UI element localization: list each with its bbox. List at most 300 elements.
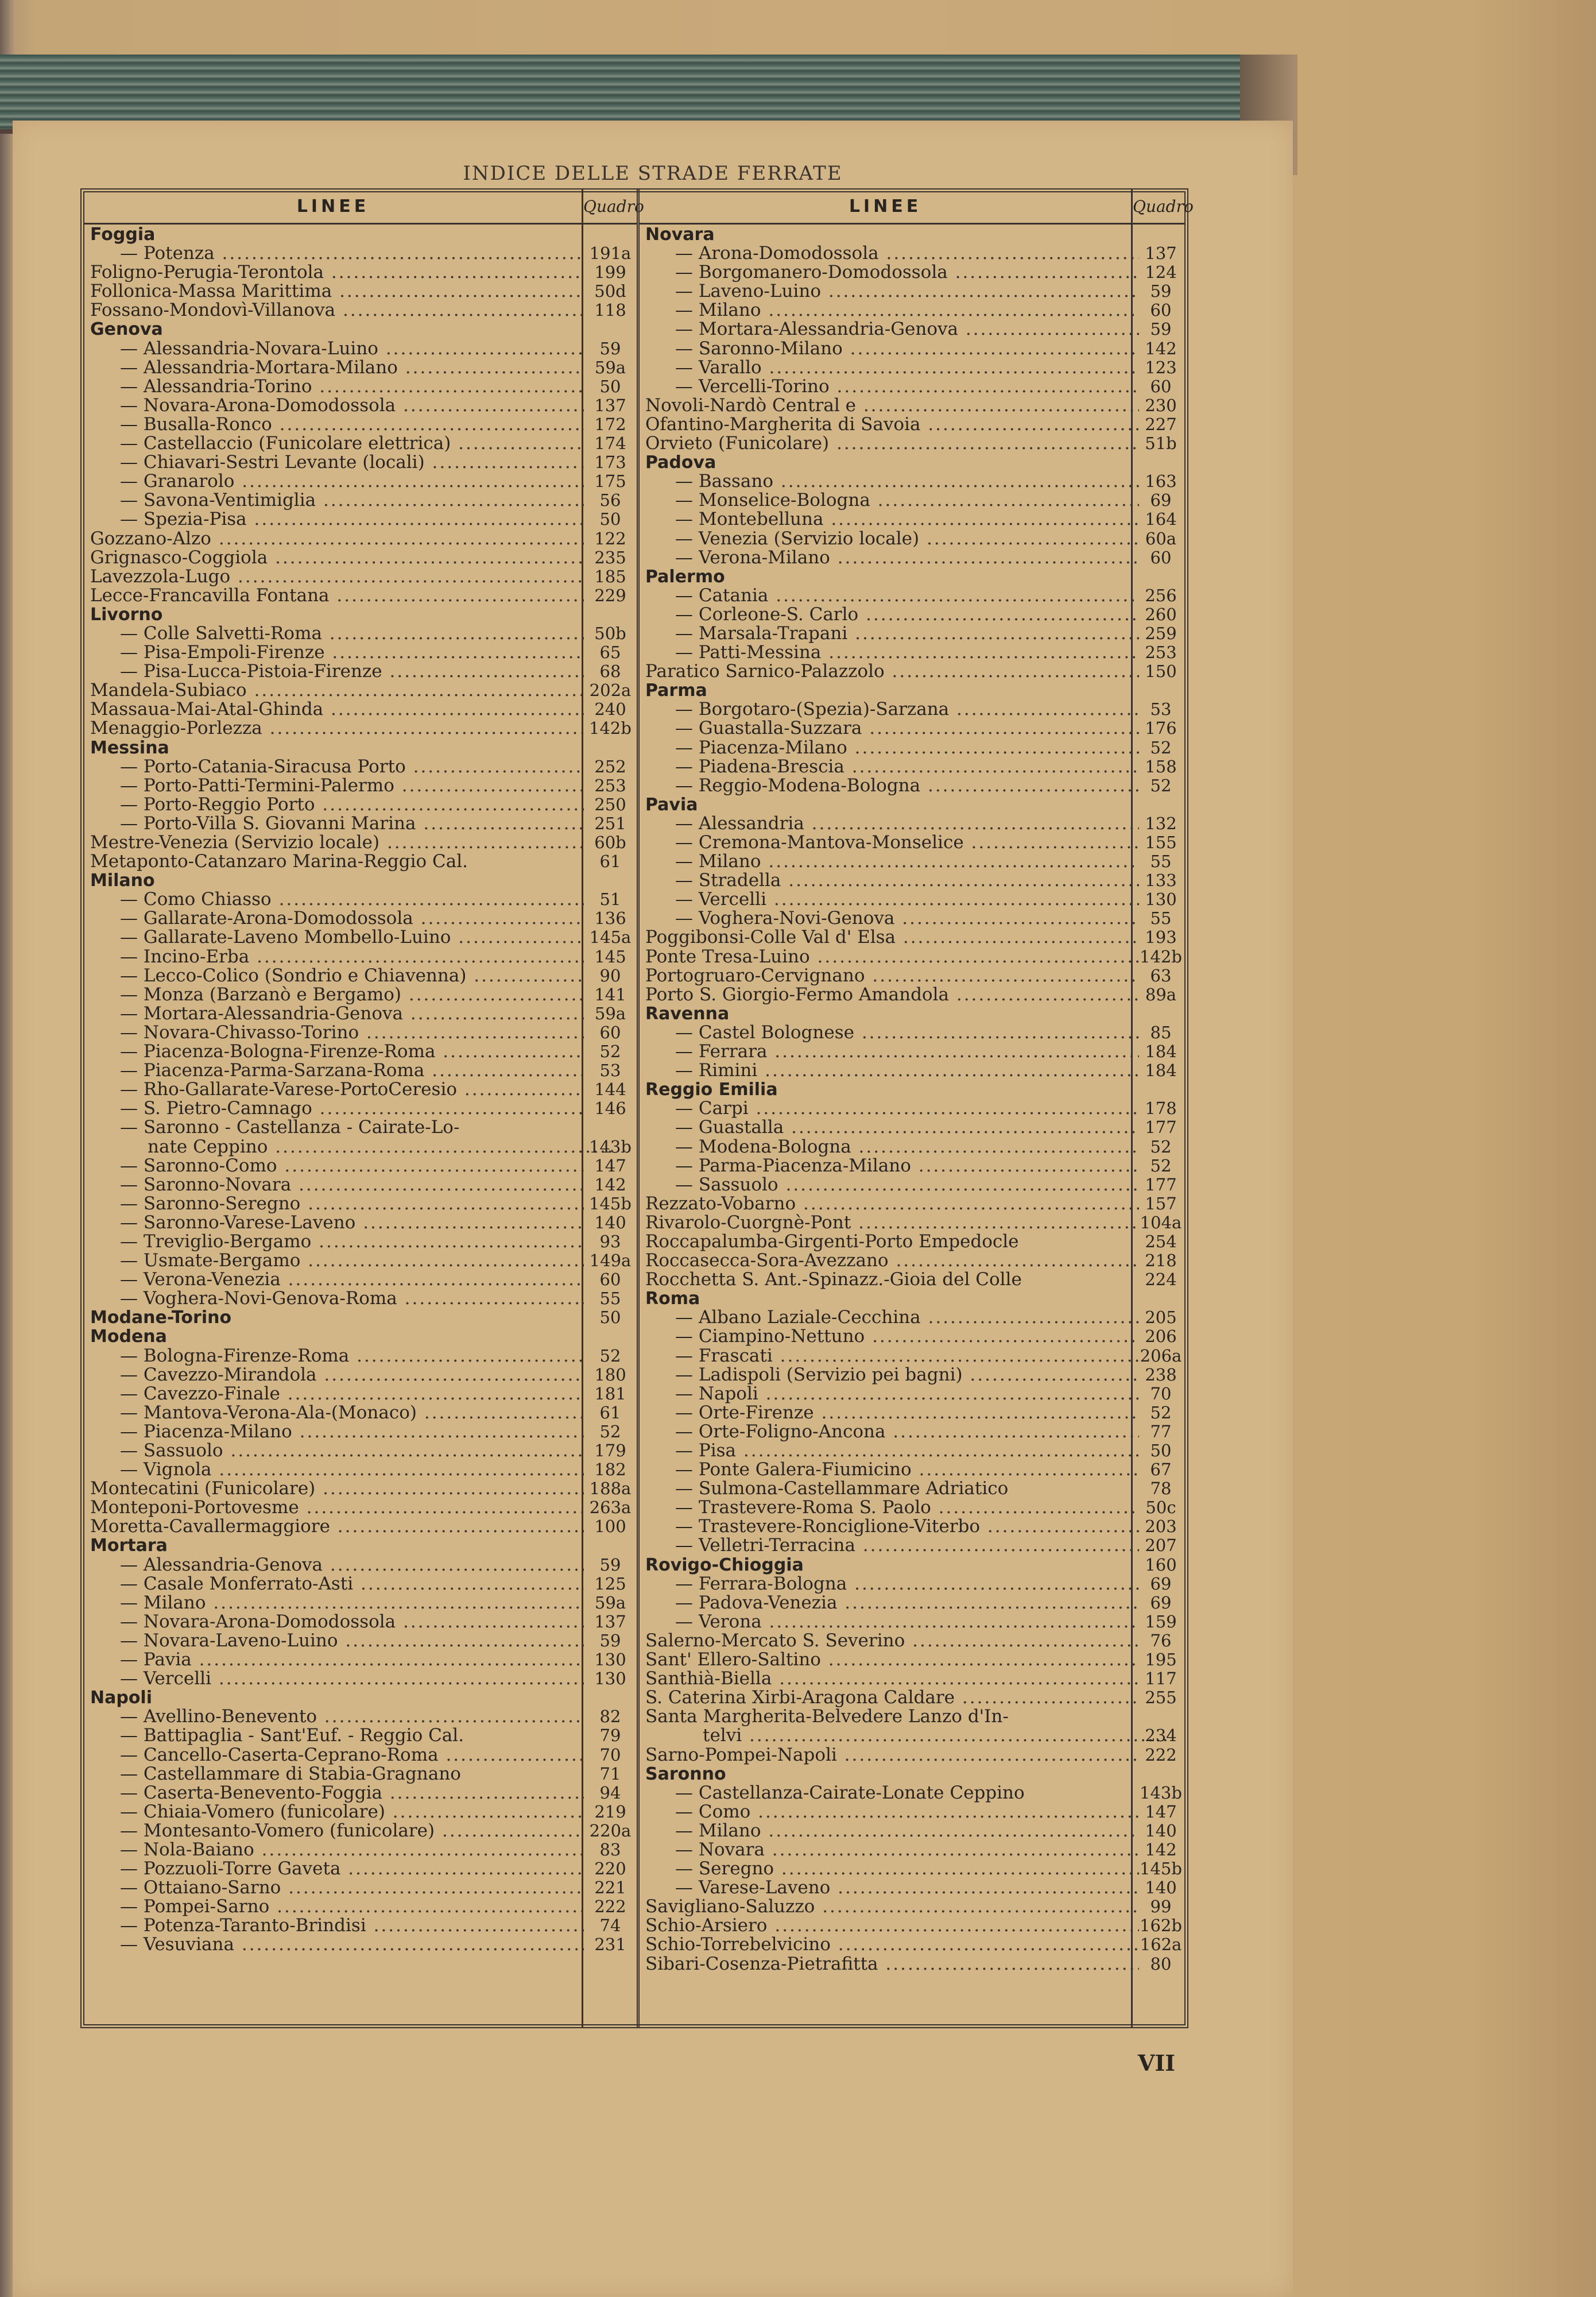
index-entry-row xyxy=(640,1232,1186,1251)
quadro-number: 220 xyxy=(594,1859,626,1879)
index-entry-row xyxy=(640,1594,1186,1612)
station-heading: Milano xyxy=(90,871,155,891)
index-entry-row xyxy=(84,301,637,320)
line-name: — Alessandria-Genova ..... xyxy=(120,1556,584,1575)
quadro-number: 94 xyxy=(599,1782,621,1803)
index-entry-row xyxy=(84,1308,637,1327)
quadro-number: 254 xyxy=(1145,1231,1177,1251)
index-entry-row xyxy=(640,548,1186,567)
quadro-number: 172 xyxy=(594,414,626,434)
quadro-number: 76 xyxy=(1150,1630,1172,1650)
line-name: — Saronno - Castellanza - Cairate-Lo- xyxy=(120,1118,460,1138)
quadro-number: 142b xyxy=(589,718,632,738)
line-name: Monteponi-Portovesme ..... xyxy=(90,1498,584,1517)
line-name: — Velletri-Terracina ..... xyxy=(675,1536,1139,1555)
index-entry-row xyxy=(84,1575,637,1594)
line-name: — Incino-Erba ..... xyxy=(120,948,584,966)
line-name: — Pavia ..... xyxy=(120,1650,584,1669)
quadro-number: 185 xyxy=(594,566,626,586)
index-entry-row xyxy=(84,795,637,814)
line-name: — Caserta-Benevento-Foggia ..... xyxy=(120,1784,584,1803)
line-name: — Ponte Galera-Fiumicino ..... xyxy=(675,1460,1139,1479)
quadro-number: 231 xyxy=(594,1935,626,1955)
line-name: — Casale Monferrato-Asti ..... xyxy=(120,1575,584,1594)
index-entry-row xyxy=(84,757,637,776)
quadro-number: 82 xyxy=(599,1707,621,1727)
line-name: — Albano Laziale-Cecchina ..... xyxy=(675,1308,1139,1327)
quadro-number: 203 xyxy=(1145,1517,1177,1537)
index-entry-row xyxy=(640,1441,1186,1460)
quadro-number: 71 xyxy=(599,1764,621,1784)
index-entry-row xyxy=(84,909,637,928)
quadro-number: 218 xyxy=(1145,1251,1177,1271)
line-name: — Mortara-Alessandria-Genova ..... xyxy=(675,320,1139,339)
quadro-number: 52 xyxy=(1150,1155,1172,1175)
index-entry-row xyxy=(84,1707,637,1726)
line-name: Grignasco-Coggiola ..... xyxy=(90,548,584,567)
station-heading: Palermo xyxy=(645,567,725,586)
index-entry-row xyxy=(640,776,1186,795)
index-entry-row xyxy=(640,1460,1186,1479)
quadro-number: 206 xyxy=(1145,1327,1177,1347)
line-name: — Gallarate-Arona-Domodossola ..... xyxy=(120,909,584,928)
line-name: — Trastevere-Ronciglione-Viterbo ..... xyxy=(675,1517,1139,1536)
section-heading-row xyxy=(640,453,1186,472)
line-name: — Rimini ..... xyxy=(675,1061,1139,1080)
index-entry-row xyxy=(640,1556,1186,1575)
line-name: Roccapalumba-Girgenti-Porto Empedocle xyxy=(645,1232,1019,1251)
index-entry-row xyxy=(84,1194,637,1213)
index-entry-row xyxy=(640,263,1186,282)
quadro-number: 182 xyxy=(594,1460,626,1480)
quadro-number: 52 xyxy=(599,1042,621,1062)
quadro-number: 224 xyxy=(1145,1270,1177,1290)
quadro-number: 79 xyxy=(599,1726,621,1746)
index-rows xyxy=(84,225,637,1955)
quadro-number: 61 xyxy=(599,1402,621,1422)
line-name: — Como Chiasso ..... xyxy=(120,890,584,909)
line-name: — Varese-Laveno ..... xyxy=(675,1878,1139,1897)
line-name: — Vignola ..... xyxy=(120,1460,584,1479)
line-name: — Ladispoli (Servizio pei bagni) ..... xyxy=(675,1366,1139,1385)
index-entry-row xyxy=(84,1099,637,1118)
index-entry-row xyxy=(640,1479,1186,1498)
quadro-number: 221 xyxy=(594,1878,626,1898)
index-entry-row xyxy=(84,1042,637,1061)
index-entry-row xyxy=(640,966,1186,985)
quadro-number: 59 xyxy=(1150,319,1172,339)
line-name: — Milano ..... xyxy=(675,301,1139,320)
index-entry-row xyxy=(640,1517,1186,1536)
index-entry-row xyxy=(640,814,1186,833)
station-heading: Mortara xyxy=(90,1536,168,1556)
line-name: — Treviglio-Bergamo ..... xyxy=(120,1232,584,1251)
quadro-number: 207 xyxy=(1145,1536,1177,1556)
station-heading: Novara xyxy=(645,225,715,244)
section-heading-row xyxy=(640,225,1186,244)
quadro-number: 100 xyxy=(594,1517,626,1537)
index-entry-row xyxy=(640,1138,1186,1157)
line-name: — Pisa ..... xyxy=(675,1441,1139,1460)
index-entry-row xyxy=(640,1498,1186,1517)
quadro-number: 60a xyxy=(1145,528,1177,548)
index-entry-row xyxy=(84,1138,637,1157)
index-entry-row xyxy=(84,1897,637,1916)
page-number: VII xyxy=(1138,2050,1176,2076)
quadro-number: 85 xyxy=(1150,1022,1172,1042)
quadro-number: 61 xyxy=(599,852,621,872)
quadro-number: 180 xyxy=(594,1364,626,1385)
quadro-number: 147 xyxy=(594,1155,626,1175)
line-name: — Alessandria-Mortara-Milano ..... xyxy=(120,358,584,377)
line-name: — Novara-Laveno-Luino ..... xyxy=(120,1631,584,1650)
index-entry-row xyxy=(84,1859,637,1878)
quadro-number: 205 xyxy=(1145,1308,1177,1328)
line-name: — Milano ..... xyxy=(675,1822,1139,1840)
line-name: — Novara ..... xyxy=(675,1840,1139,1859)
line-name: — Marsala-Trapani ..... xyxy=(675,624,1139,643)
line-name: — Pisa-Empoli-Firenze ..... xyxy=(120,643,584,662)
quadro-number: 137 xyxy=(594,395,626,415)
line-name: — Avellino-Benevento ..... xyxy=(120,1707,584,1726)
quadro-number: 142 xyxy=(1145,338,1177,358)
index-entry-row xyxy=(84,966,637,985)
quadro-number: 93 xyxy=(599,1231,621,1251)
index-entry-row xyxy=(84,1080,637,1099)
line-name: — Alessandria-Novara-Luino ..... xyxy=(120,339,584,358)
index-entry-row xyxy=(84,1803,637,1822)
line-name: — Montebelluna ..... xyxy=(675,510,1139,529)
quadro-number: 184 xyxy=(1145,1061,1177,1081)
line-name: Massaua-Mai-Atal-Ghinda ..... xyxy=(90,700,584,719)
quadro-number: 235 xyxy=(594,547,626,567)
quadro-number: 145a xyxy=(589,927,632,948)
index-rows xyxy=(640,225,1186,1974)
index-entry-row xyxy=(640,396,1186,415)
line-name: — Piacenza-Bologna-Firenze-Roma ..... xyxy=(120,1042,584,1061)
line-name: — Ottaiano-Sarno ..... xyxy=(120,1878,584,1897)
line-name: — Sassuolo ..... xyxy=(120,1441,584,1460)
index-entry-row xyxy=(84,1289,637,1308)
section-heading-row xyxy=(84,225,637,244)
index-entry-row xyxy=(84,1213,637,1232)
index-column-left xyxy=(84,188,644,2028)
section-heading-row xyxy=(84,871,637,890)
quadro-number: 133 xyxy=(1145,871,1177,891)
line-name: — Verona ..... xyxy=(675,1612,1139,1631)
line-name: — Alessandria-Torino ..... xyxy=(120,377,584,396)
quadro-number: 83 xyxy=(599,1839,621,1859)
quadro-number: 162b xyxy=(1140,1916,1182,1936)
quadro-number: 50 xyxy=(1150,1441,1172,1460)
header-linee: LINEE xyxy=(296,196,370,216)
index-entry-row xyxy=(84,1422,637,1441)
line-name: — Busalla-Ronco ..... xyxy=(120,415,584,434)
index-entry-row xyxy=(640,586,1186,605)
quadro-number: 222 xyxy=(594,1897,626,1917)
index-entry-row xyxy=(640,282,1186,301)
index-entry-row xyxy=(640,700,1186,719)
index-entry-row xyxy=(84,529,637,548)
line-name: Portogruaro-Cervignano ..... xyxy=(645,966,1139,985)
line-name: — Castel Bolognese ..... xyxy=(675,1023,1139,1042)
quadro-number: 60 xyxy=(1150,376,1172,396)
index-entry-row xyxy=(84,1631,637,1650)
index-entry-row xyxy=(640,1575,1186,1594)
index-entry-row xyxy=(640,1099,1186,1118)
quadro-number: 177 xyxy=(1145,1174,1177,1194)
line-name: — Porto-Villa S. Giovanni Marina ..... xyxy=(120,814,584,833)
index-entry-row xyxy=(84,681,637,700)
quadro-number: 130 xyxy=(594,1650,626,1670)
quadro-number: 60 xyxy=(599,1022,621,1042)
quadro-number: 80 xyxy=(1150,1954,1172,1974)
quadro-number: 147 xyxy=(1145,1801,1177,1822)
index-entry-row xyxy=(640,1536,1186,1555)
quadro-number: 179 xyxy=(594,1441,626,1460)
index-entry-row xyxy=(84,567,637,586)
line-name: — Potenza-Taranto-Brindisi ..... xyxy=(120,1916,584,1935)
index-entry-row xyxy=(640,1878,1186,1897)
index-entry-row xyxy=(84,719,637,738)
index-entry-row xyxy=(84,434,637,453)
index-entry-row xyxy=(84,415,637,434)
line-name: — Frascati ..... xyxy=(675,1347,1139,1366)
index-entry-row xyxy=(84,1517,637,1536)
line-name: — Bologna-Firenze-Roma ..... xyxy=(120,1347,584,1366)
quadro-number: 250 xyxy=(594,794,626,814)
line-name: — Voghera-Novi-Genova-Roma ..... xyxy=(120,1289,584,1308)
quadro-number: 256 xyxy=(1145,585,1177,605)
index-entry-row xyxy=(84,1765,637,1784)
quadro-number: 78 xyxy=(1150,1479,1172,1499)
quadro-number: 59a xyxy=(594,1003,626,1023)
quadro-number: 130 xyxy=(594,1669,626,1689)
index-entry-row xyxy=(84,1366,637,1385)
index-entry-row xyxy=(84,548,637,567)
index-entry-row xyxy=(640,1955,1186,1974)
line-name: — Monza (Barzanò e Bergamo) ..... xyxy=(120,985,584,1004)
quadro-number: 52 xyxy=(599,1421,621,1441)
index-entry-row xyxy=(84,1385,637,1403)
index-entry-row xyxy=(640,472,1186,491)
quadro-number: 142 xyxy=(1145,1839,1177,1859)
index-entry-row xyxy=(640,1784,1186,1803)
index-entry-row xyxy=(640,1194,1186,1213)
line-name: — Verona-Milano ..... xyxy=(675,548,1139,567)
quadro-number: 118 xyxy=(594,300,626,320)
index-entry-row xyxy=(84,282,637,301)
line-name: — Vercelli-Torino ..... xyxy=(675,377,1139,396)
quadro-number: 199 xyxy=(594,262,626,283)
header-quadro: Quadro xyxy=(1131,188,1187,223)
index-entry-row xyxy=(640,1023,1186,1042)
index-entry-row xyxy=(84,776,637,795)
line-name: — Monselice-Bologna ..... xyxy=(675,491,1139,510)
line-name: Follonica-Massa Marittima ..... xyxy=(90,282,584,301)
section-heading-row xyxy=(640,1080,1186,1099)
quadro-number: 50c xyxy=(1145,1498,1176,1518)
line-name: — Borgotaro-(Spezia)-Sarzana ..... xyxy=(675,700,1139,719)
line-name: — S. Pietro-Camnago ..... xyxy=(120,1099,584,1118)
index-entry-row xyxy=(84,244,637,263)
quadro-number: 145 xyxy=(594,946,626,966)
quadro-number: 142 xyxy=(594,1174,626,1194)
quadro-number: 252 xyxy=(594,756,626,776)
line-name: — Piacenza-Milano ..... xyxy=(675,738,1139,757)
line-name: Roccasecca-Sora-Avezzano ..... xyxy=(645,1251,1139,1270)
quadro-number: 53 xyxy=(1150,699,1172,720)
quadro-number: 140 xyxy=(1145,1878,1177,1898)
section-heading-row xyxy=(84,1688,637,1707)
line-name: — Milano ..... xyxy=(120,1594,584,1612)
index-entry-row xyxy=(84,1840,637,1859)
index-entry-row xyxy=(640,1251,1186,1270)
book-page xyxy=(13,121,1293,2297)
quadro-number: 137 xyxy=(1145,243,1177,264)
station-heading: Modena xyxy=(90,1327,167,1347)
quadro-number: 193 xyxy=(1145,927,1177,948)
quadro-number: 74 xyxy=(599,1916,621,1936)
line-name: — Napoli ..... xyxy=(675,1385,1139,1403)
quadro-number: 234 xyxy=(1145,1726,1177,1746)
index-entry-row xyxy=(640,1327,1186,1346)
section-heading-row xyxy=(640,681,1186,700)
quadro-number: 160 xyxy=(1145,1554,1177,1575)
index-entry-row xyxy=(84,1612,637,1631)
quadro-number: 124 xyxy=(1145,262,1177,283)
index-entry-row xyxy=(640,1897,1186,1916)
index-entry-row xyxy=(84,1822,637,1840)
index-entry-row xyxy=(640,719,1186,738)
station-heading: Pavia xyxy=(645,795,698,814)
line-name: Salerno-Mercato S. Severino ..... xyxy=(645,1631,1139,1650)
column-header xyxy=(84,188,644,225)
quadro-number: 60 xyxy=(1150,300,1172,320)
quadro-number: 53 xyxy=(599,1061,621,1081)
index-entry-row xyxy=(84,1460,637,1479)
line-name: — Bassano ..... xyxy=(675,472,1139,491)
line-name: — Orte-Firenze ..... xyxy=(675,1403,1139,1422)
line-name: Mestre-Venezia (Servizio locale) ..... xyxy=(90,833,584,852)
quadro-number: 52 xyxy=(1150,775,1172,795)
quadro-number: 164 xyxy=(1145,509,1177,529)
index-entry-row xyxy=(640,1403,1186,1422)
line-name: Ponte Tresa-Luino ..... xyxy=(645,948,1139,966)
quadro-number: 130 xyxy=(1145,890,1177,910)
line-name: — Trastevere-Roma S. Paolo ..... xyxy=(675,1498,1139,1517)
quadro-number: 51b xyxy=(1145,434,1177,454)
index-entry-row xyxy=(640,1726,1186,1745)
index-entry-row xyxy=(640,1347,1186,1366)
quadro-number: 191a xyxy=(589,243,632,264)
line-name: Lavezzola-Lugo ..... xyxy=(90,567,584,586)
line-name: — Cavezzo-Mirandola ..... xyxy=(120,1366,584,1385)
index-entry-row xyxy=(640,1822,1186,1840)
line-name: — Spezia-Pisa ..... xyxy=(120,510,584,529)
index-entry-row xyxy=(640,358,1186,377)
line-name: — Voghera-Novi-Genova ..... xyxy=(675,909,1139,928)
line-name: — Modena-Bologna ..... xyxy=(675,1138,1139,1157)
index-entry-row xyxy=(640,662,1186,681)
index-entry-row xyxy=(640,890,1186,909)
line-name: S. Caterina Xirbi-Aragona Caldare ..... xyxy=(645,1688,1139,1707)
quadro-number: 55 xyxy=(1150,908,1172,929)
quadro-number: 89a xyxy=(1145,984,1177,1004)
quadro-number: 175 xyxy=(594,471,626,492)
quadro-number: 251 xyxy=(594,813,626,833)
index-entry-row xyxy=(640,529,1186,548)
station-heading: Reggio Emilia xyxy=(645,1080,778,1100)
index-entry-row xyxy=(84,263,637,282)
line-name: — Novara-Arona-Domodossola ..... xyxy=(120,396,584,415)
quadro-number: 253 xyxy=(594,775,626,795)
index-entry-row xyxy=(84,643,637,662)
line-name: Novoli-Nardò Central e ..... xyxy=(645,396,1139,415)
line-name: — Piacenza-Milano ..... xyxy=(120,1422,584,1441)
line-name: Rovigo-Chioggia xyxy=(645,1555,804,1575)
line-name: — Cremona-Mantova-Monselice ..... xyxy=(675,833,1139,852)
line-name: — Mortara-Alessandria-Genova ..... xyxy=(120,1004,584,1023)
station-heading: Ravenna xyxy=(645,1004,730,1023)
quadro-number: 177 xyxy=(1145,1117,1177,1138)
quadro-number: 146 xyxy=(594,1099,626,1119)
index-entry-row xyxy=(84,985,637,1004)
running-head: INDICE DELLE STRADE FERRATE xyxy=(463,162,843,185)
line-name: Rezzato-Vobarno ..... xyxy=(645,1194,1139,1213)
index-entry-row xyxy=(640,1061,1186,1080)
line-name: — Mantova-Verona-Ala-(Monaco) ..... xyxy=(120,1403,584,1422)
station-heading: Parma xyxy=(645,681,707,701)
section-heading-row xyxy=(84,605,637,624)
quadro-number: 69 xyxy=(1150,1592,1172,1612)
quadro-number: 51 xyxy=(599,890,621,910)
index-entry-row xyxy=(84,1403,637,1422)
line-name: — Patti-Messina ..... xyxy=(675,643,1139,662)
line-name: — Carpi ..... xyxy=(675,1099,1139,1118)
index-entry-row xyxy=(640,1270,1186,1289)
index-entry-row xyxy=(84,377,637,396)
quadro-number: 178 xyxy=(1145,1099,1177,1119)
quadro-number: 50 xyxy=(599,509,621,529)
line-name: — Alessandria ..... xyxy=(675,814,1139,833)
quadro-number: 163 xyxy=(1145,471,1177,492)
line-name: Santa Margherita-Belvedere Lanzo d'In- xyxy=(645,1707,1009,1727)
index-entry-row xyxy=(640,377,1186,396)
quadro-number: 104a xyxy=(1140,1212,1182,1232)
index-entry-row xyxy=(640,1840,1186,1859)
index-entry-row xyxy=(640,244,1186,263)
line-name: — Seregno ..... xyxy=(675,1859,1139,1878)
index-entry-row xyxy=(84,948,637,966)
index-entry-row xyxy=(84,1556,637,1575)
quadro-number: 240 xyxy=(594,699,626,720)
quadro-number: 195 xyxy=(1145,1650,1177,1670)
quadro-number: 50 xyxy=(599,376,621,396)
line-name: — Cancello-Caserta-Ceprano-Roma ..... xyxy=(120,1746,584,1765)
index-entry-row xyxy=(84,1270,637,1289)
index-entry-row xyxy=(84,1878,637,1897)
line-name: — Castellaccio (Funicolare elettrica) ..... xyxy=(120,434,584,453)
index-entry-row xyxy=(640,1612,1186,1631)
quadro-number: 159 xyxy=(1145,1611,1177,1631)
line-name: — Laveno-Luino ..... xyxy=(675,282,1139,301)
line-name: — Ciampino-Nettuno ..... xyxy=(675,1327,1139,1346)
index-entry-row xyxy=(640,1118,1186,1137)
line-name: Modane-Torino xyxy=(90,1308,232,1328)
index-entry-row xyxy=(84,1232,637,1251)
line-name: — Ferrara-Bologna ..... xyxy=(675,1575,1139,1594)
